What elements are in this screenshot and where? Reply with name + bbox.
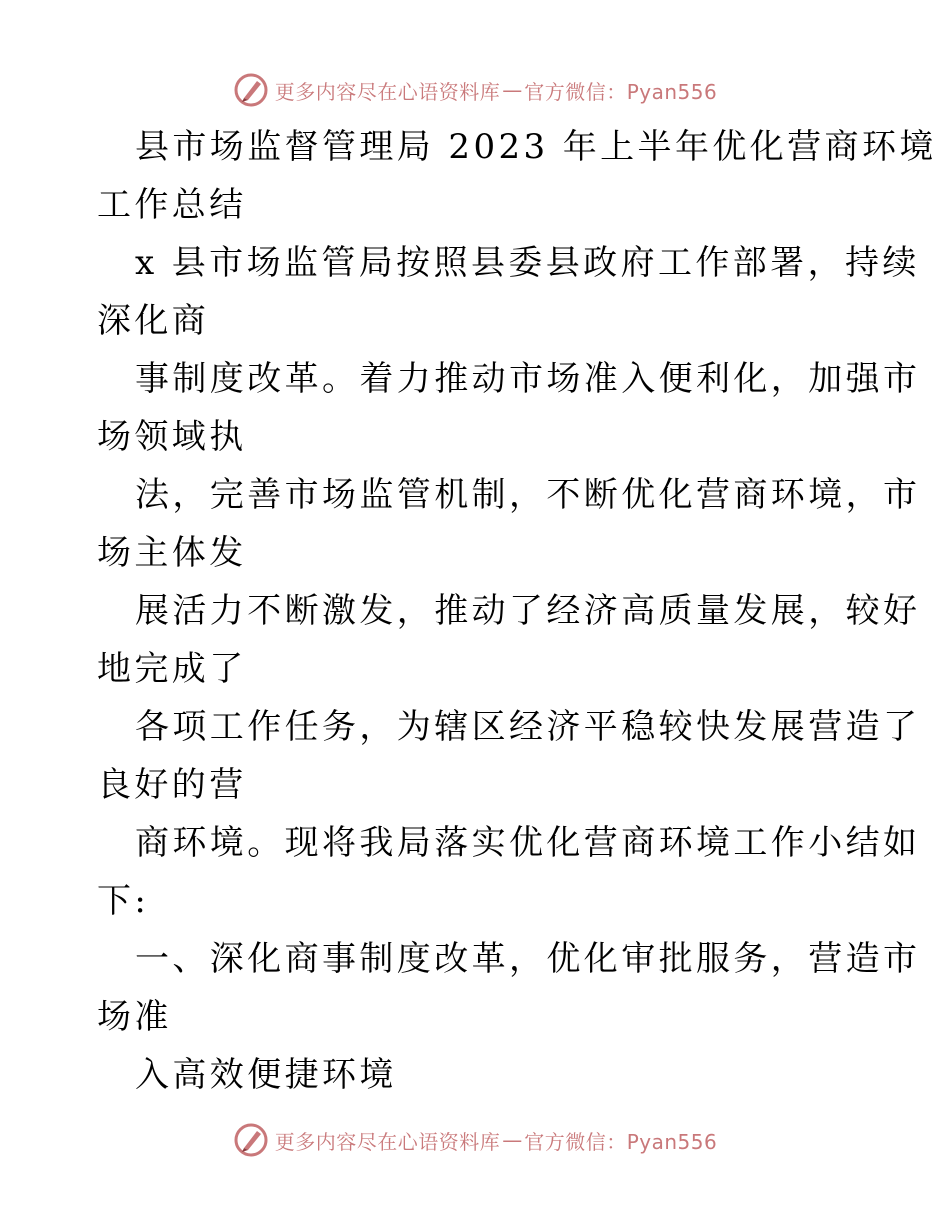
footer-watermark [0, 1120, 950, 1160]
header-watermark [0, 70, 950, 110]
paragraph-line: 法，完善市场监管机制，不断优化营商环境，市 [135, 475, 921, 515]
pen-logo-icon [233, 72, 269, 108]
watermark-dash: — [502, 1128, 523, 1152]
section-heading-line-1: 一、深化商事制度改革，优化审批服务，营造市 [135, 939, 921, 979]
paragraph-line: 事制度改革。着力推动市场准入便利化，加强市 [135, 359, 921, 399]
document-body [97, 118, 937, 1104]
watermark-text-prefix: 更多内容尽在心语资料库 [274, 79, 501, 104]
watermark-dash: — [502, 78, 523, 102]
watermark-text-suffix: 官方微信：Pyan556 [524, 1129, 718, 1154]
paragraph-line: 展活力不断激发，推动了经济高质量发展，较好 [135, 591, 921, 631]
pen-logo-icon [233, 1122, 269, 1158]
section-heading-line-3: 入高效便捷环境 [135, 1055, 397, 1095]
watermark-text-suffix: 官方微信：Pyan556 [524, 79, 718, 104]
paragraph-line: 下: [97, 881, 150, 921]
paragraph-line: 场主体发 [97, 533, 247, 573]
section-heading-line-2: 场准 [97, 997, 172, 1037]
paragraph-line: 地完成了 [97, 649, 247, 689]
paragraph-line: 深化商 [97, 301, 210, 341]
paragraph-line: 各项工作任务，为辖区经济平稳较快发展营造了 [135, 707, 921, 747]
paragraph-line: 商环境。现将我局落实优化营商环境工作小结如 [135, 823, 921, 863]
watermark-text-prefix: 更多内容尽在心语资料库 [274, 1129, 501, 1154]
title-line-1: 县市场监督管理局 2023 年上半年优化营商环境 [135, 127, 937, 167]
paragraph-line: x 县市场监管局按照县委县政府工作部署，持续 [135, 243, 920, 283]
title-line-2: 工作总结 [97, 185, 247, 225]
paragraph-line: 良好的营 [97, 765, 247, 805]
paragraph-line: 场领域执 [97, 417, 247, 457]
